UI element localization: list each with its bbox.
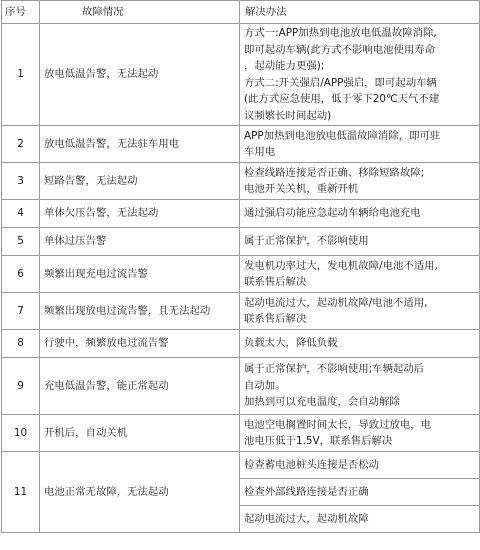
solution-cell	[240, 358, 480, 415]
table-row	[2, 415, 480, 452]
solution-line: 联系售后解决	[244, 276, 307, 288]
solution-cell	[240, 24, 480, 126]
solution-line: 属于正常保护，不影响使用	[244, 235, 369, 248]
header-solution: 解决办法	[240, 1, 480, 24]
solution-line: 车用电	[244, 146, 276, 158]
row-number: 1	[2, 24, 40, 126]
solution-line: 议频繁长时间起动)	[244, 109, 332, 122]
row-number: 7	[2, 293, 40, 330]
fault-description: 充电低温告警，能正常起动	[40, 358, 240, 415]
solution-line: 电池空电搁置时间太长，导致过放电，电	[244, 418, 432, 431]
solution-cell	[240, 228, 480, 256]
table-row	[2, 24, 480, 126]
row-number: 10	[2, 415, 40, 452]
solution-cell	[240, 293, 480, 330]
table-row	[2, 126, 480, 163]
solution-cell: 检查蓄电池桩头连接是否松动	[240, 452, 480, 479]
solution-line: 通过强启功能应急起动车辆给电池充电	[244, 207, 421, 220]
solution-cell	[240, 163, 480, 200]
solution-cell	[240, 256, 480, 293]
table-row	[2, 452, 480, 479]
fault-description: 单体欠压告警，无法起动	[40, 200, 240, 228]
solution-line: 发电机功率过大，发电机故障/电池不适用,	[244, 259, 438, 272]
solution-line: 起动电流过大，起动机故障/电池不适用,	[244, 296, 428, 309]
header-row	[2, 1, 480, 24]
solution-line: 加热到可以充电温度，会自动解除	[244, 396, 400, 409]
table-row	[2, 163, 480, 200]
solution-cell	[240, 126, 480, 163]
row-number: 9	[2, 358, 40, 415]
table-row	[2, 358, 480, 415]
solution-cell: 起动电流过大，起动机故障	[240, 506, 480, 533]
fault-description: 放电低温告警，无法起动	[40, 24, 240, 126]
fault-description: 行驶中，频繁放电过流告警	[40, 330, 240, 358]
table-body	[2, 24, 480, 533]
solution-line: 方式一:APP加热到电池放电低温故障消除,	[244, 27, 437, 39]
fault-description: 放电低温告警，无法驻车用电	[40, 126, 240, 163]
table-row	[2, 293, 480, 330]
row-number: 8	[2, 330, 40, 358]
row-number: 4	[2, 200, 40, 228]
row-number: 2	[2, 126, 40, 163]
fault-description: 开机后，自动关机	[40, 415, 240, 452]
fault-description: 单体过压告警	[40, 228, 240, 256]
solution-line: (此方式应急使用，低于零下20℃天气不建	[244, 93, 440, 105]
fault-description: 频繁出现放电过流告警，且无法起动	[40, 293, 240, 330]
table-row	[2, 330, 480, 358]
solution-line: 即可起动车辆(此方式不影响电池使用寿命	[244, 43, 436, 56]
table-row	[2, 200, 480, 228]
row-number: 3	[2, 163, 40, 200]
solution-line: 池电压低于1.5V，联系售后解决	[244, 435, 393, 447]
solution-cell: 检查外部线路连接是否正确	[240, 479, 480, 506]
solution-cell	[240, 415, 480, 452]
fault-table	[1, 0, 480, 533]
solution-line: 属于正常保护，不影响使用;车辆起动后	[244, 363, 425, 376]
solution-line: ，起动能力更强);	[244, 60, 325, 72]
header-fault: 故障情况	[40, 1, 240, 24]
solution-cell	[240, 200, 480, 228]
table-row	[2, 256, 480, 293]
fault-description: 电池正常无故障，无法起动	[40, 452, 240, 533]
row-number: 5	[2, 228, 40, 256]
header-no: 序号	[2, 1, 40, 24]
row-number: 6	[2, 256, 40, 293]
solution-line: 检查线路连接是否正确、移除短路故障;	[244, 166, 425, 179]
fault-description: 短路告警，无法起动	[40, 163, 240, 200]
solution-line: 方式二:开关强启/APP强启，即可起动车辆	[244, 76, 437, 89]
solution-line: 负载太大，降低负载	[244, 337, 338, 350]
fault-description: 频繁出现充电过流告警	[40, 256, 240, 293]
solution-cell	[240, 330, 480, 358]
table-row	[2, 228, 480, 256]
row-number: 11	[2, 452, 40, 533]
solution-line: APP加热到电池放电低温故障消除，即可驻	[244, 129, 441, 142]
solution-line: 联系售后解决	[244, 313, 307, 325]
solution-line: 自动加。	[244, 379, 286, 392]
solution-line: 电池开关关机，重新开机	[244, 183, 359, 195]
